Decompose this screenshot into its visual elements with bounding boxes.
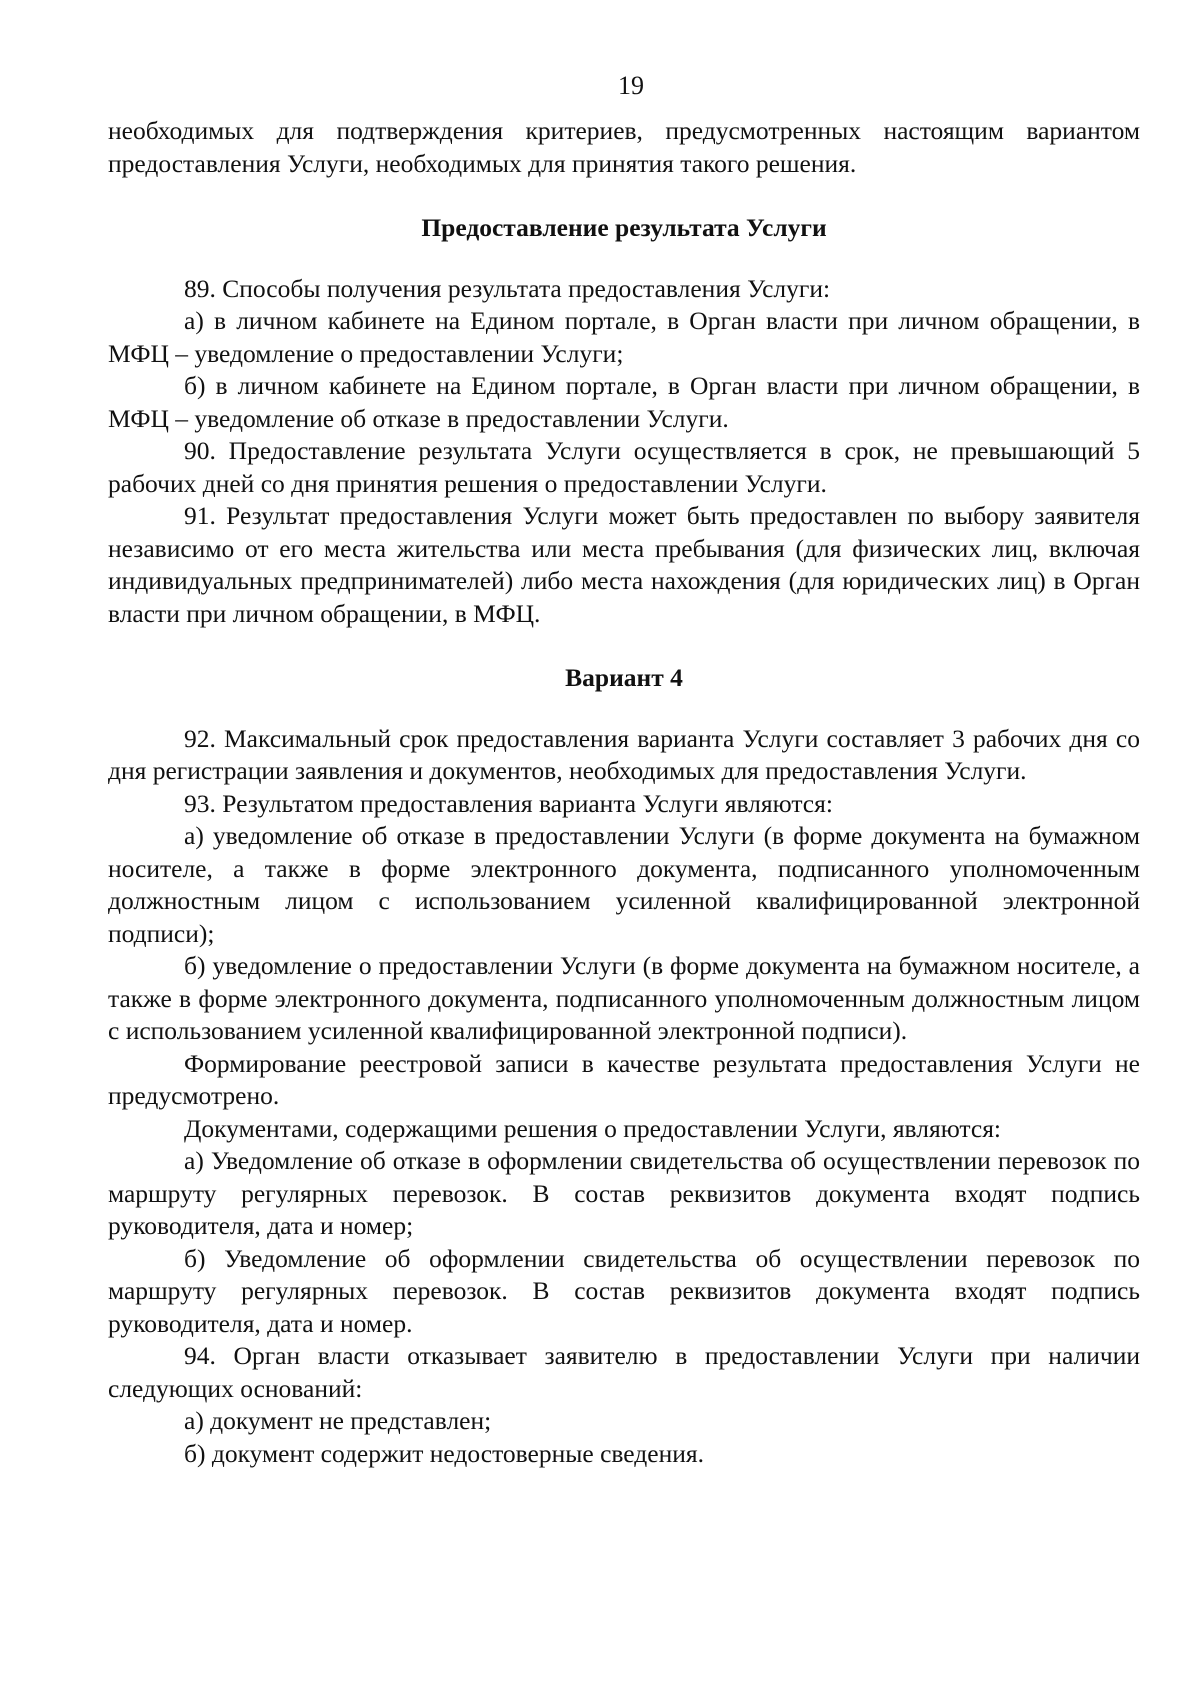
paragraph-94-a: а) документ не представлен; — [184, 1406, 492, 1435]
page-number: 19 — [618, 71, 644, 100]
section-heading-result: Предоставление результата Услуги — [421, 213, 827, 242]
paragraph-intro: необходимых для подтверждения критериев, предусмотренных настоящим вариантом предоставления Услуги, необходимых для принятия такого решения. — [108, 116, 1140, 178]
paragraph-91: 91. Результат предоставления Услуги может быть предоставлен по выбору заявителя независимо от его места жительства или места пребывания (для физических лиц, включая индивидуальных предпринимателей) либо места нахождения (для юридических лиц) в Орган власти при личном обращении, в МФЦ. — [108, 501, 1140, 628]
paragraph-92: 92. Максимальный срок предоставления варианта Услуги составляет 3 рабочих дня со дня регистрации заявления и документов, необходимых для предоставления Услуги. — [108, 723, 1140, 785]
paragraph-documents-a: а) Уведомление об отказе в оформлении свидетельства об осуществлении перевозок по маршруту регулярных перевозок. В состав реквизитов документа входят подпись руководителя, дата и номер; — [108, 1146, 1140, 1240]
paragraph-93-b: б) уведомление о предоставлении Услуги (в форме документа на бумажном носителе, а также в форме электронного документа, подписанного уполномоченным должностным лицом с использованием усиленной квалифицированной электронной подписи). — [108, 951, 1140, 1045]
paragraph-93: 93. Результатом предоставления варианта Услуги являются: — [184, 788, 833, 818]
paragraph-documents-b: б) Уведомление об оформлении свидетельства об осуществлении перевозок по маршруту регулярных перевозок. В состав реквизитов документа входят подпись руководителя, дата и номер. — [108, 1243, 1140, 1338]
paragraph-94: 94. Орган власти отказывает заявителю в предоставлении Услуги при наличии следующих оснований: — [108, 1341, 1140, 1403]
document-page — [108, 70, 1140, 1470]
paragraph-documents: Документами, содержащими решения о предоставлении Услуги, являются: — [184, 1113, 1002, 1143]
paragraph-registry: Формирование реестровой записи в качестве результата предоставления Услуги не предусмотрено. — [108, 1048, 1140, 1110]
paragraph-93-a: а) уведомление об отказе в предоставлении Услуги (в форме документа на бумажном носителе, а также в форме электронного документа, подписанного уполномоченным должностным лицом с использованием усиленной квалифицированной электронной подписи); — [108, 821, 1140, 948]
paragraph-89-b: б) в личном кабинете на Едином портале, в Орган власти при личном обращении, в МФЦ – уведомление об отказе в предоставлении Услуги. — [108, 371, 1140, 433]
paragraph-90: 90. Предоставление результата Услуги осуществляется в срок, не превышающий 5 рабочих дней со дня принятия решения о предоставлении Услуги. — [108, 436, 1140, 498]
paragraph-89: 89. Способы получения результата предоставления Услуги: — [184, 273, 831, 303]
paragraph-89-a: а) в личном кабинете на Едином портале, в Орган власти при личном обращении, в МФЦ – уведомление о предоставлении Услуги; — [108, 306, 1140, 368]
section-heading-variant-4: Вариант 4 — [565, 663, 683, 692]
paragraph-94-b: б) документ содержит недостоверные сведения. — [184, 1438, 704, 1468]
